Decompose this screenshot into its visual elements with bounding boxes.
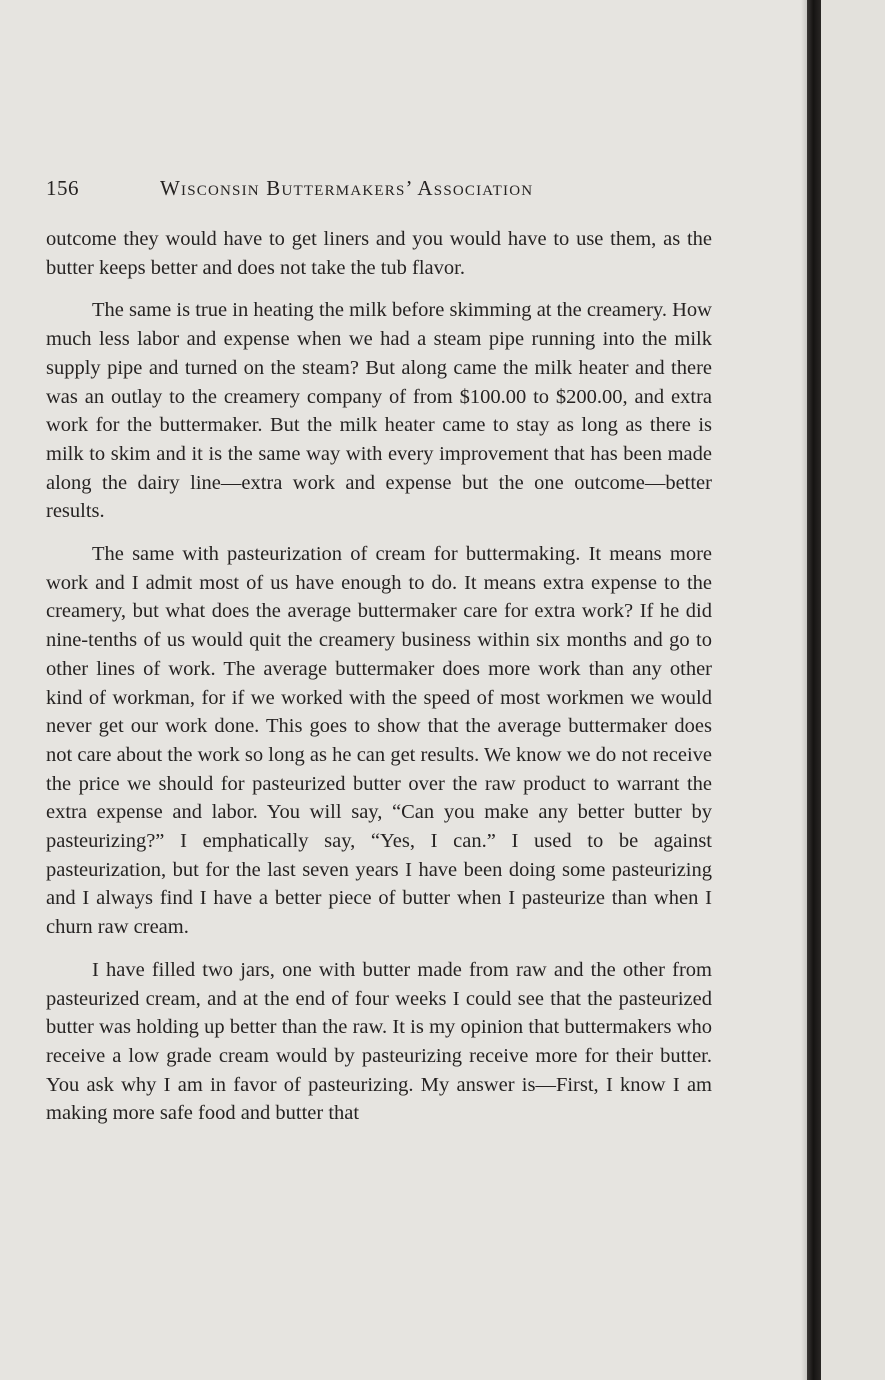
facing-page-margin [821,0,885,1380]
running-title: Wisconsin Buttermakers’ Association [160,176,534,200]
paragraph-milk-heater: The same is true in heating the milk before skimming at the creamery. How much less labor and expense when we had a steam pipe running into the milk supply pipe and turned on the steam? But along came the milk heater and there was an outlay to the creamery company of from $100.00 to $200.00, and extra work for the buttermaker. But the milk heater came to stay as long as there is milk to skim and it is the same way with every improvement that has been made along the dairy line—extra work and expense but the one outcome—better results. [46,299,712,523]
paragraph-continued: outcome they would have to get liners and you would have to use them, as the butter keeps better and does not take the tub flavor. [46,228,712,279]
body-text [46,225,712,1142]
page-edge [807,0,821,1380]
paragraph-pasteurization: The same with pasteurization of cream for buttermaking. It means more work and I admit most of us have enough to do. It means extra expense to the creamery, but what does the average buttermaker care for extra work? If he did nine-tenths of us would quit the creamery business within six months and go to other lines of work. The average buttermaker does more work than any other kind of workman, for if we worked with the speed of most workmen we would never get our work done. This goes to show that the average buttermaker does not care about the work so long as he can get results. We know we do not receive the price we should for pasteurized butter over the raw product to warrant the extra expense and labor. You will say, “Can you make any better butter by pasteurizing?” I emphatically say, “Yes, I can.” I used to be against pasteurization, but for the last seven years I have been doing some pasteurizing and I always find I have a better piece of butter when I pasteurize than when I churn raw cream. [46,543,712,939]
paragraph-jars-experiment: I have filled two jars, one with butter made from raw and the other from pasteurized cream, and at the end of four weeks I could see that the pasteurized butter was holding up better than the raw. It is my opinion that buttermakers who receive a low grade cream would by pasteurizing receive more for their butter. You ask why I am in favor of pasteurizing. My answer is—First, I know I am making more safe food and butter that [46,958,712,1125]
running-head [46,176,666,206]
page-number: 156 [46,176,79,200]
